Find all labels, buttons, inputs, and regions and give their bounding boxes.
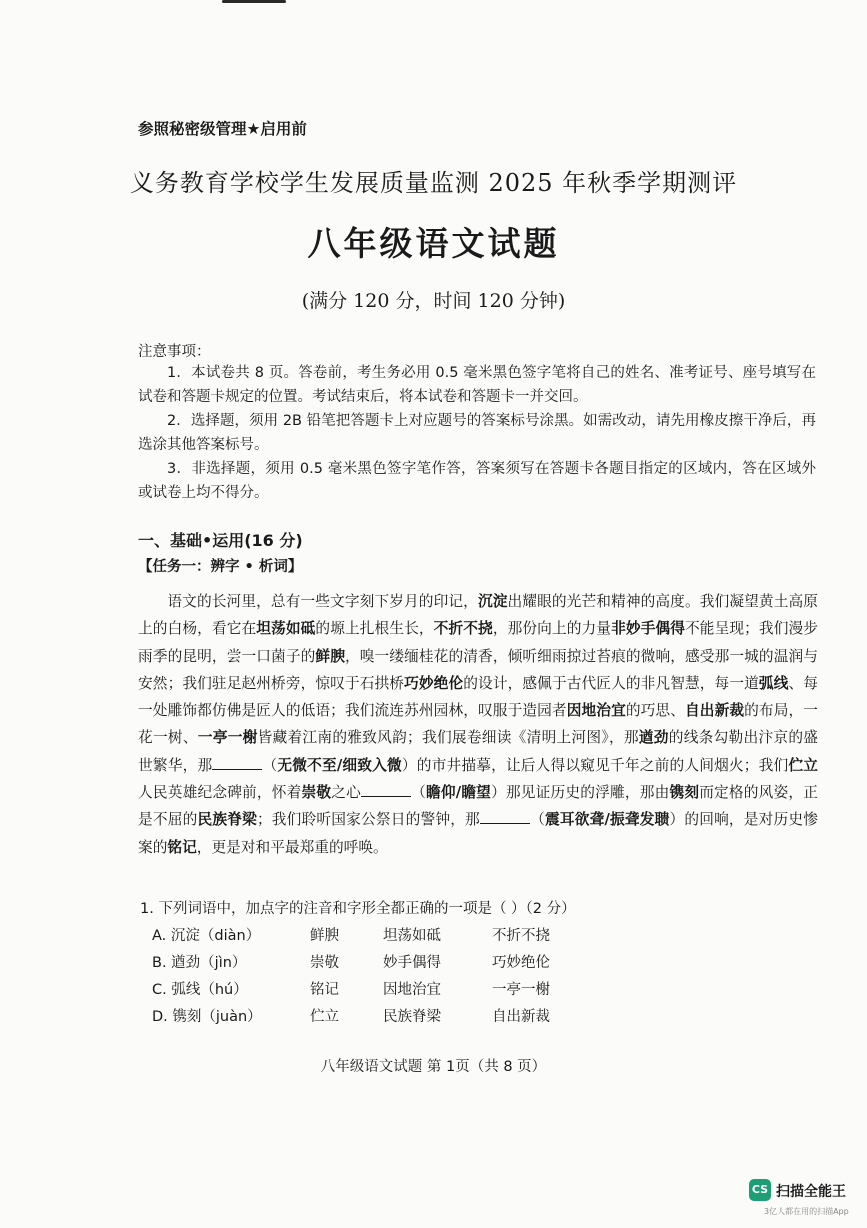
camscanner-name: 扫描全能王 <box>776 1184 846 1200</box>
exam-title: 义务教育学校学生发展质量监测 2025 年秋季学期测评 <box>129 169 738 197</box>
secret-level-label: 参照秘密级管理★启用前 <box>138 120 307 138</box>
camscanner-tagline: 3亿人都在用的扫描App <box>764 1207 849 1216</box>
option-b-word-3: 妙手偶得 <box>383 955 441 971</box>
option-d-word-2: 伫立 <box>310 1009 339 1025</box>
answer-blank[interactable] <box>212 757 262 770</box>
option-a-word-4: 不折不挠 <box>492 928 550 944</box>
option-b-word-2: 崇敬 <box>310 955 339 971</box>
option-b-word-4: 巧妙绝伦 <box>492 955 550 971</box>
option-a-label: A. 沉淀（diàn） <box>152 928 261 944</box>
notice-item-1: 1．本试卷共 8 页。答卷前，考生务必用 0.5 毫米黑色签字笔将自己的姓名、准考证号、座号填写在试卷和答题卡规定的位置。考试结束后，将本试卷和答题卡一并交回。 <box>138 365 816 405</box>
exam-info: (满分 120 分，时间 120 分钟) <box>301 290 566 312</box>
option-c-label: C. 弧线（hú） <box>152 982 248 998</box>
option-c-word-2: 铭记 <box>310 982 339 998</box>
subject-title: 八年级语文试题 <box>307 224 560 263</box>
option-d-word-3: 民族脊梁 <box>383 1009 441 1025</box>
notice-heading: 注意事项： <box>138 344 211 360</box>
reading-passage: 语文的长河里，总有一些文字刻下岁月的印记，沉淀出耀眼的光芒和精神的高度。我们凝望黄土高原上的白杨，看它在坦荡如砥的塬上扎根生长，不折不挠，那份向上的力量非妙手偶得不能呈现；我们漫步雨季的昆明，尝一口菌子的鲜腴，嗅一缕缅桂花的清香，倾听细雨掠过苔痕的微响，感受那一城的温润与安然；我们驻足赵州桥旁，惊叹于石拱桥巧妙绝伦的设计，感佩于古代匠人的非凡智慧，每一道弧线、每一处雕饰都仿佛是匠人的低语；我们流连苏州园林，叹服于造园者因地治宜的巧思、自出新裁的布局，一花一树、一亭一榭皆藏着江南的雅致风韵；我们展卷细读《清明上河图》，那遒劲的线条勾勒出汴京的盛世繁华，那 （无微不至/细致入微）的市井描摹，让后人得以窥见千年之前的人间烟火；我们伫立人民英雄纪念碑前，怀着崇敬之心 （瞻仰/瞻望）那见证历史的浮雕，那由镌刻而定格的风姿，正是不屈的民族脊梁；我们聆听国家公祭日的警钟，那 （震耳欲聋/振聋发聩）的回响，是对历史惨案的铭记，更是对和平最郑重的呼唤。 <box>138 593 818 856</box>
answer-blank[interactable] <box>480 811 530 824</box>
notice-item-3: 3．非选择题，须用 0.5 毫米黑色签字笔作答，答案须写在答题卡各题目指定的区域内，答在区域外或试卷上均不得分。 <box>138 461 816 501</box>
notice-item-2: 2．选择题，须用 2B 铅笔把答题卡上对应题号的答案标号涂黑。如需改动，请先用橡皮擦干净后，再选涂其他答案标号。 <box>138 413 816 453</box>
option-d-label: D. 镌刻（juàn） <box>152 1009 262 1025</box>
option-c-word-3: 因地治宜 <box>383 982 441 998</box>
page-footer: 八年级语文试题 第 1页（共 8 页） <box>320 1059 547 1075</box>
task-title: 【任务一：辨字 • 析词】 <box>138 559 303 575</box>
option-a-word-3: 坦荡如砥 <box>383 928 441 944</box>
option-d-word-4: 自出新裁 <box>492 1009 550 1025</box>
answer-blank[interactable] <box>361 784 411 797</box>
option-b-label: B. 遒劲（jìn） <box>152 955 247 971</box>
scan-edge-mark <box>222 0 286 3</box>
section-title: 一、基础•运用(16 分) <box>138 531 303 550</box>
camscanner-logo-icon: CS <box>749 1179 771 1201</box>
option-a-word-2: 鲜腴 <box>310 928 339 944</box>
option-c-word-4: 一亭一榭 <box>492 982 550 998</box>
question-1-stem: 1. 下列词语中，加点字的注音和字形全都正确的一项是（ ）（2 分） <box>140 901 576 917</box>
